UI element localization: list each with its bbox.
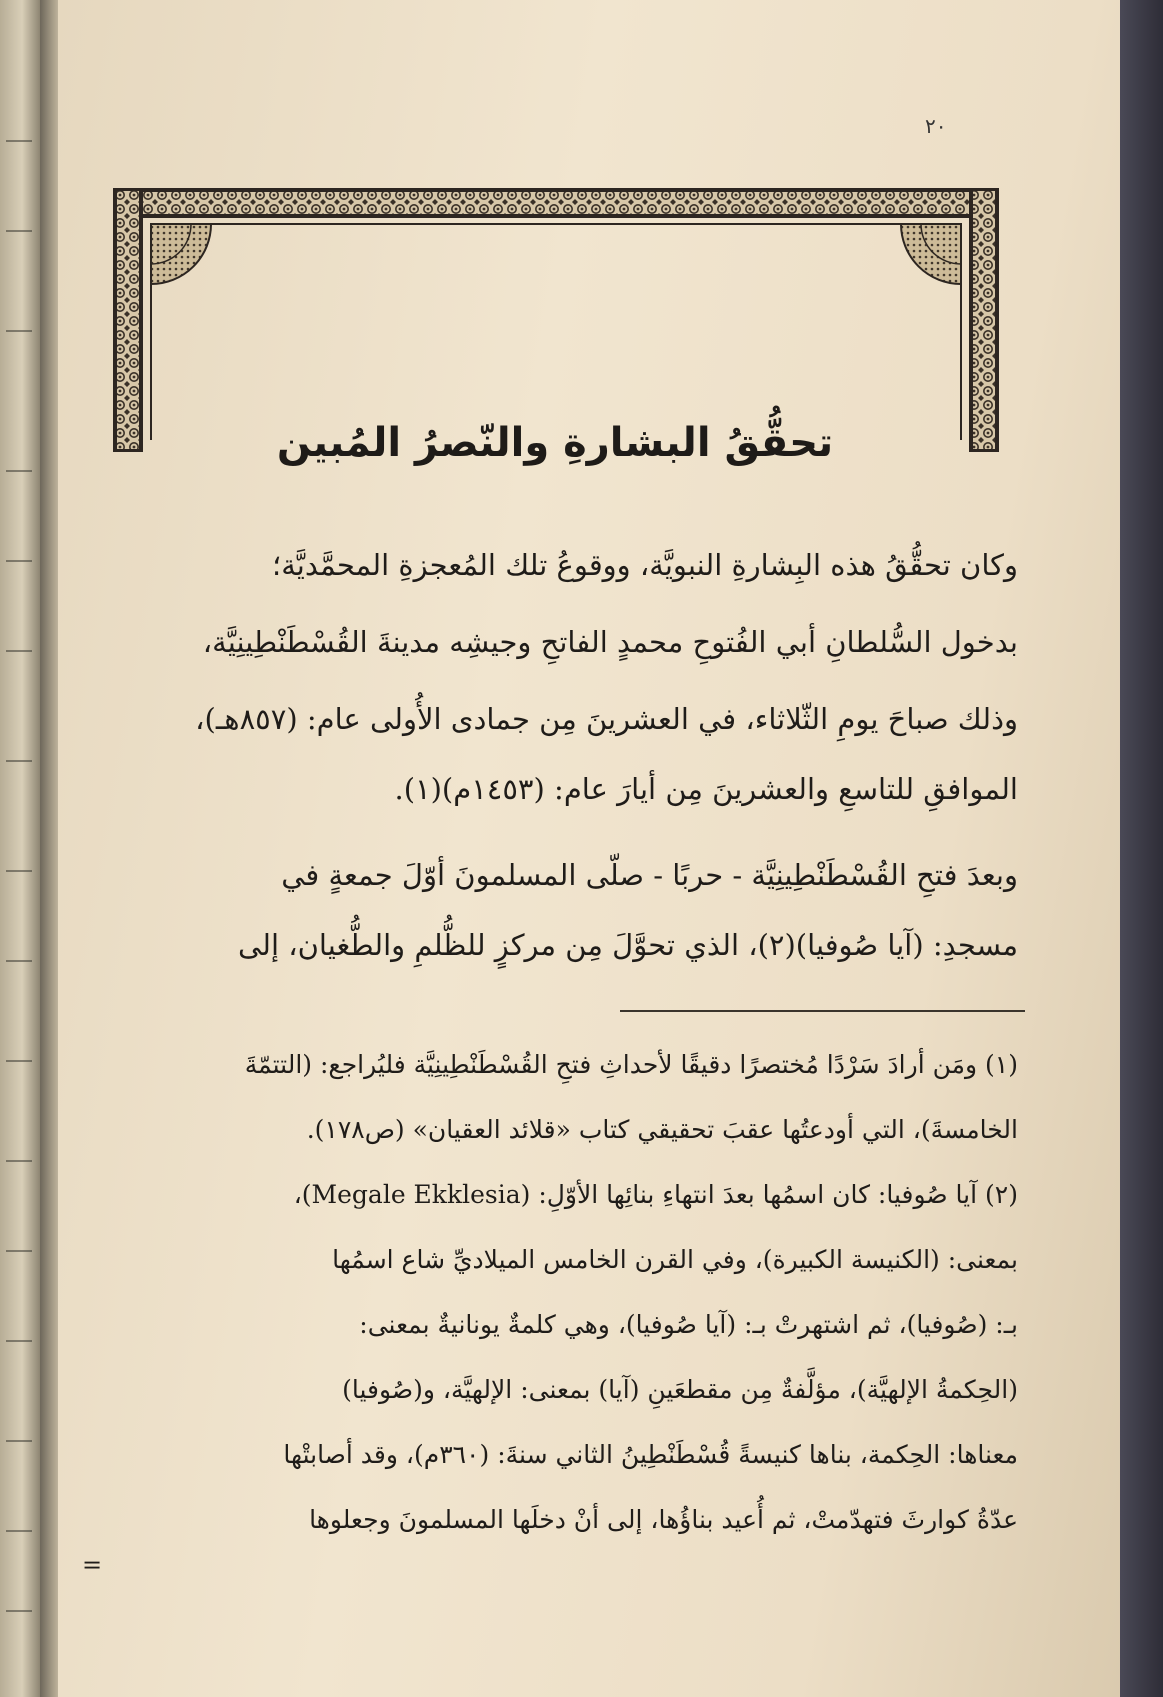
paragraph-line: مسجدِ: (آيا صُوفيا)(٢)، الذي تحوَّلَ مِن مركزٍ للظُّلمِ والطُّغيان، إلى (237, 928, 1018, 962)
footnote-line: بمعنى: (الكنيسة الكبيرة)، وفي القرن الخامس الميلاديِّ شاع اسمُها (332, 1245, 1018, 1274)
footnote-line: الخامسةَ)، التي أودعتُها عقبَ تحقيقي كتاب «قلائد العقيان» (ص١٧٨). (306, 1115, 1018, 1144)
page-number: ٢٠ (925, 114, 947, 138)
footnote-line: (٢) آيا صُوفيا: كان اسمُها بعدَ انتهاءِ بنائِها الأوّلِ: (Megale Ekklesia)، (293, 1180, 1018, 1209)
paragraph-line: وذلك صباحَ يومِ الثّلاثاء، في العشرينَ مِن جمادى الأُولى عام: (٨٥٧هـ)، (195, 702, 1018, 736)
paragraph-line: بدخول السُّلطانِ أبي الفُتوحِ محمدٍ الفاتحِ وجيشِه مدينةَ القُسْطَنْطِينِيَّة، (202, 625, 1018, 659)
paragraph-line: وبعدَ فتحِ القُسْطَنْطِينِيَّة - حربًا - صلّى المسلمونَ أوّلَ جمعةٍ في (281, 858, 1018, 892)
footnote-line: معناها: الحِكمة، بناها كنيسةً قُسْطَنْطِينُ الثاني سنةَ: (٣٦٠م)، وقد أصابتْها (283, 1440, 1018, 1469)
continuation-mark: = (82, 1551, 103, 1579)
paragraph-line: وكان تحقُّقُ هذه البِشارةِ النبويَّة، ووقوعُ تلك المُعجزةِ المحمَّديَّة؛ (272, 548, 1018, 582)
footnote-line: (١) ومَن أرادَ سَرْدًا مُختصرًا دقيقًا لأحداثِ فتحِ القُسْطَنْطِينِيَّة فليُراجع: (التتمّةَ (244, 1050, 1018, 1079)
background-shadow (1120, 0, 1163, 1697)
ornamental-title-frame (113, 188, 999, 452)
footnote-line: بـ: (صُوفيا)، ثم اشتهرتْ بـ: (آيا صُوفيا)، وهي كلمةٌ يونانيةٌ بمعنى: (359, 1310, 1018, 1339)
footnote-line: (الحِكمةُ الإلهيَّة)، مؤلَّفةٌ مِن مقطعَينِ (آيا) بمعنى: الإلهيَّة، و(صُوفيا) (342, 1375, 1018, 1404)
footnote-separator (620, 1010, 1025, 1012)
paragraph-line: الموافقِ للتاسعِ والعشرينَ مِن أيارَ عام: (١٤٥٣م)(١). (394, 772, 1018, 806)
chapter-title: تحقُّقُ البشارةِ والنّصرُ المُبين (276, 420, 834, 466)
adjacent-page-edge (0, 0, 40, 1697)
footnote-line: عدّةُ كوارثَ فتهدّمتْ، ثم أُعيد بناؤُها، إلى أنْ دخلَها المسلمونَ وجعلوها (309, 1505, 1018, 1534)
